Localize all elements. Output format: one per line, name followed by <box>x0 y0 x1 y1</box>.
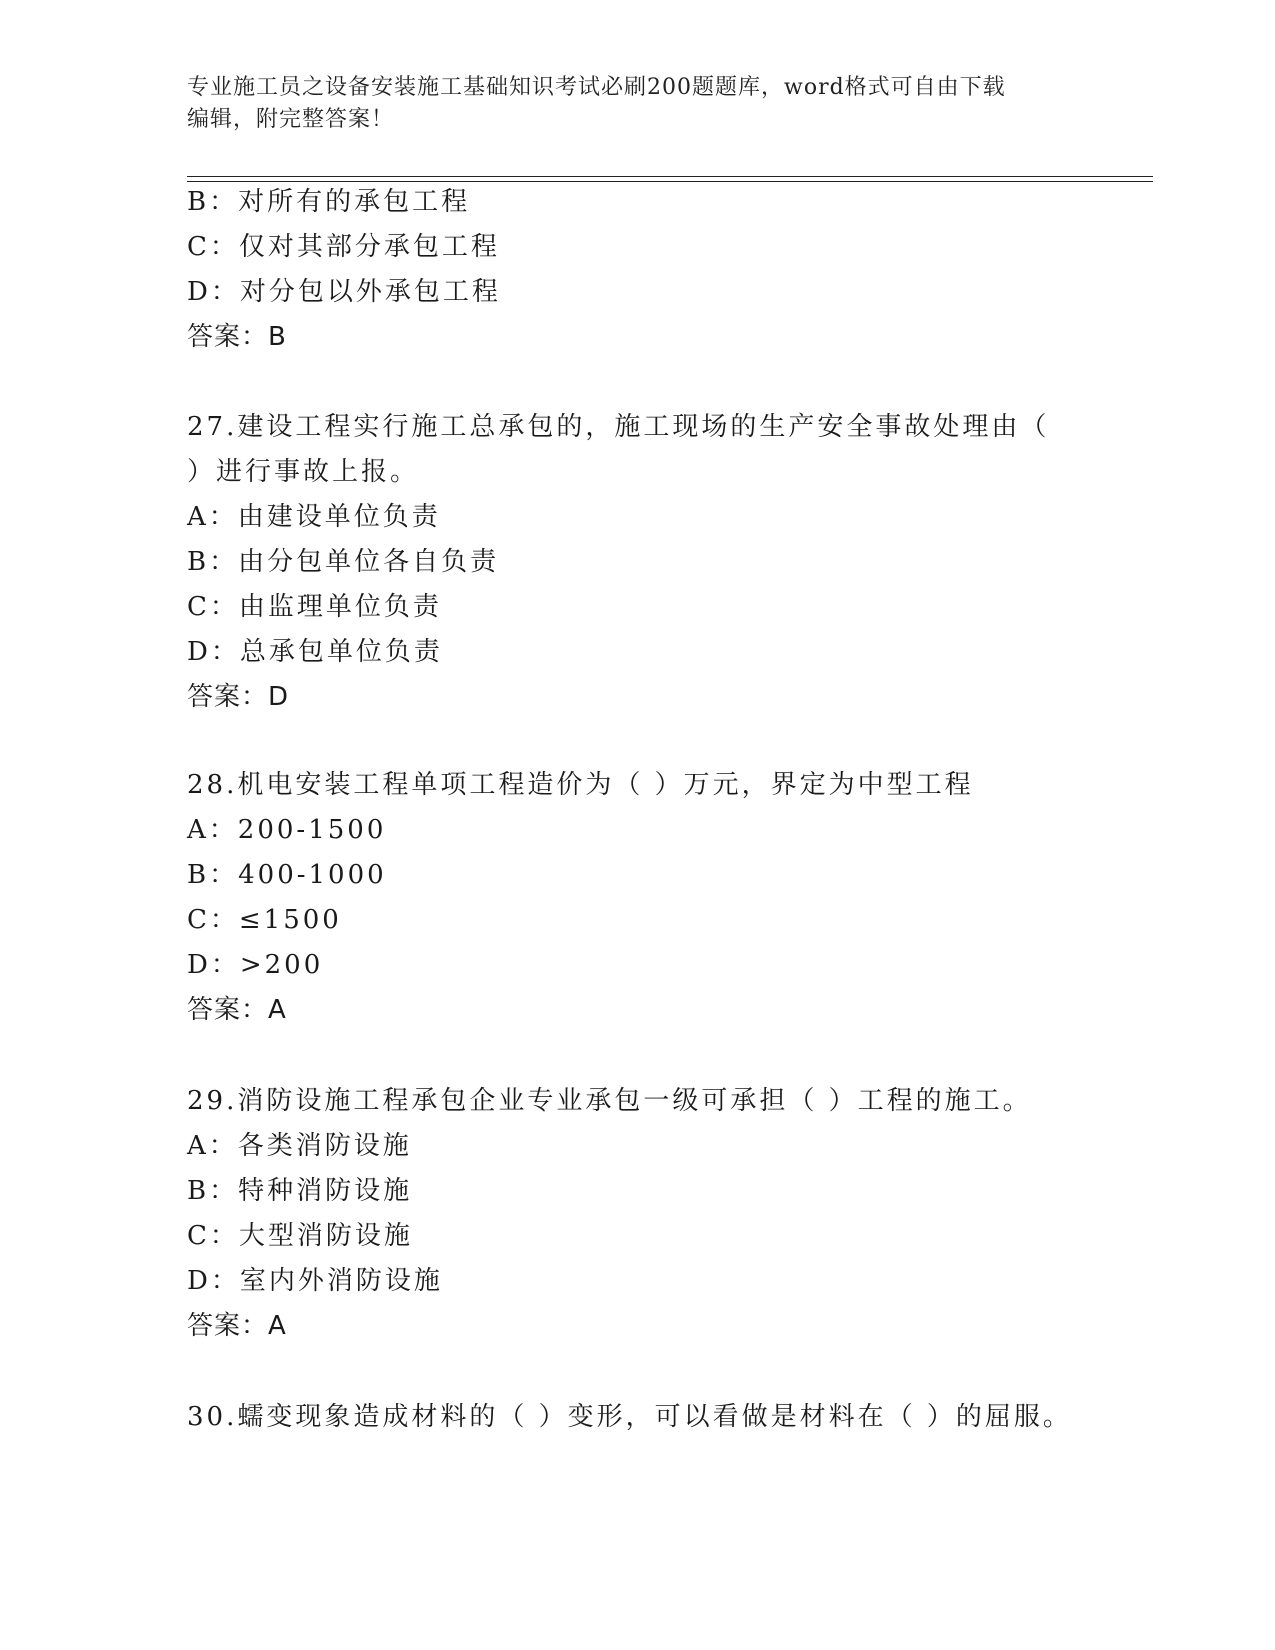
q29-option-a: A：各类消防设施 <box>187 1131 412 1161</box>
q26-option-d: D：对分包以外承包工程 <box>187 277 501 307</box>
q28-stem: 28.机电安装工程单项工程造价为（ ）万元，界定为中型工程 <box>187 770 974 800</box>
q29-option-b: B：特种消防设施 <box>187 1176 413 1206</box>
q27-option-c: C：由监理单位负责 <box>187 592 442 622</box>
q27-option-a: A：由建设单位负责 <box>187 502 441 532</box>
document-header <box>187 72 1087 136</box>
q26-answer: 答案：B <box>187 322 287 352</box>
header-rule-bottom <box>187 181 1153 182</box>
header-rule-top <box>187 176 1153 177</box>
q26-option-c: C：仅对其部分承包工程 <box>187 232 500 262</box>
q28-option-a: A：200-1500 <box>187 815 387 845</box>
q27-answer: 答案：D <box>187 682 290 712</box>
q29-option-d: D：室内外消防设施 <box>187 1266 443 1296</box>
q27-stem-line-2: ）进行事故上报。 <box>187 457 420 487</box>
q28-option-b: B：400-1000 <box>187 860 387 890</box>
q28-answer: 答案：A <box>187 995 287 1025</box>
q27-option-d: D：总承包单位负责 <box>187 637 443 667</box>
q26-option-b: B：对所有的承包工程 <box>187 187 471 217</box>
header-title-line-2: 编辑，附完整答案！ <box>187 107 395 132</box>
q27-stem-line-1: 27.建设工程实行施工总承包的，施工现场的生产安全事故处理由（ <box>187 412 1050 442</box>
q29-answer: 答案：A <box>187 1311 287 1341</box>
q29-stem: 29.消防设施工程承包企业专业承包一级可承担（ ）工程的施工。 <box>187 1086 1032 1116</box>
q28-option-d: D：>200 <box>187 950 324 980</box>
q29-option-c: C：大型消防设施 <box>187 1221 413 1251</box>
q28-option-c: C：≤1500 <box>187 905 342 935</box>
q27-option-b: B：由分包单位各自负责 <box>187 547 500 577</box>
q30-stem: 30.蠕变现象造成材料的（ ）变形，可以看做是材料在（ ）的屈服。 <box>187 1402 1072 1432</box>
header-title-line-1: 专业施工员之设备安装施工基础知识考试必刷200题题库，word格式可自由下载 <box>187 75 1006 100</box>
